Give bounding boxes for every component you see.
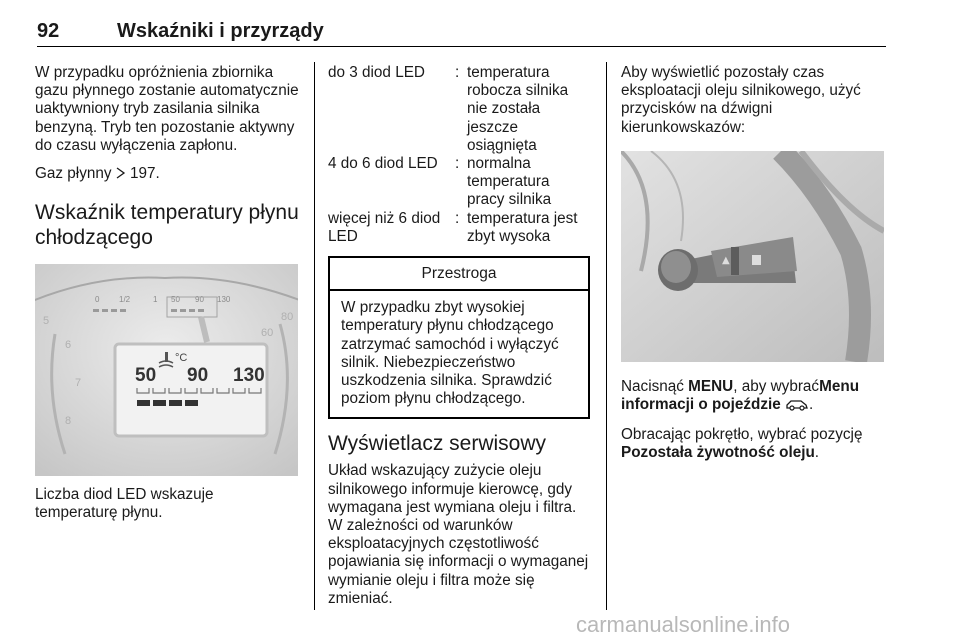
reference-text: Gaz płynny — [35, 165, 112, 183]
tick-label: 80 — [281, 311, 294, 324]
paragraph — [621, 426, 887, 462]
table-row — [328, 155, 590, 210]
text-run: Obracając pokrętło, wybrać pozycję — [621, 426, 863, 444]
led-count: 4 do 6 diod LED — [328, 155, 438, 173]
separator: : — [455, 155, 460, 173]
table-row — [328, 210, 590, 246]
caution-title: Przestroga — [330, 258, 588, 291]
reference-page: 197. — [130, 165, 160, 183]
text-run: . — [814, 444, 820, 462]
separator: : — [455, 64, 460, 81]
menu-button-label: MENU — [688, 377, 734, 395]
temp-label: 130 — [233, 365, 265, 387]
paragraph — [621, 378, 887, 416]
temp-scale-label: 50 — [171, 295, 180, 305]
figure-caption: Liczba diod LED wskazuje temperaturę płynu. — [35, 486, 214, 522]
column-1 — [35, 64, 300, 533]
menu-name: Menu informacji o pojeździe — [621, 377, 860, 414]
turn-signal-lever-illustration — [621, 151, 884, 362]
fuel-scale-label: 1 — [153, 295, 158, 305]
temp-scale-label: 130 — [217, 295, 231, 305]
chapter-title: Wskaźniki i przyrządy — [117, 20, 324, 42]
page-reference-icon — [116, 166, 126, 184]
page-number: 92 — [37, 20, 60, 42]
caution-box — [328, 256, 590, 419]
caution-text: W przypadku zbyt wysokiej temperatury płynu chłodzącego zatrzymać samochód i wyłączyć silnik. Niebezpieczeństwo uszkodzenia silnika. Sprawdzić poziom płynu chłodzącego. — [341, 299, 559, 408]
text-run: Nacisnąć — [621, 377, 689, 395]
text-run: , aby wybrać — [733, 377, 820, 395]
column-divider — [314, 62, 315, 610]
led-meaning: normalna temperatura pracy silnika — [467, 155, 552, 209]
section-heading: Wskaźnik temperatury płynu chłodzącego — [35, 201, 299, 250]
button-symbol: ▲ — [722, 254, 730, 266]
tick-label: 7 — [75, 377, 82, 390]
led-count: do 3 diod LED — [328, 64, 425, 81]
text-run: . — [809, 396, 814, 414]
column-divider — [606, 62, 607, 610]
paragraph: Układ wskazujący zużycie oleju silnikowego informuje kierowcę, gdy wymagana jest wymiana oleju i filtra. W zależności od warunków eksploatacyjnych częstotliwość pojawiania się informacji o wymaganej wymianie oleju i filtra może się zmieniać. — [328, 462, 589, 607]
column-2 — [328, 64, 590, 618]
separator: : — [455, 209, 460, 227]
page-header — [37, 12, 886, 42]
table-row — [328, 64, 590, 155]
unit-label: °C — [175, 352, 188, 365]
column-3 — [621, 64, 887, 473]
tick-label: 6 — [65, 339, 72, 352]
fuel-scale-label: 1/2 — [119, 295, 131, 305]
led-meaning: temperatura robocza silnika nie została jeszcze osiągnięta — [467, 64, 569, 154]
tick-label: 8 — [65, 415, 72, 428]
reference-paragraph — [35, 165, 300, 184]
temp-label: 50 — [135, 365, 157, 387]
fuel-scale-label: 0 — [95, 295, 100, 305]
tick-label: 5 — [43, 315, 50, 328]
tick-label: 60 — [261, 327, 274, 340]
section-heading: Wyświetlacz serwisowy — [328, 432, 547, 456]
vehicle-icon — [785, 398, 809, 416]
paragraph: W przypadku opróżnienia zbiornika gazu płynnego zostanie automatycznie uaktywniony tryb zasilania silnika benzyną. Tryb ten pozostanie aktywny do czasu wyłączenia zapłonu. — [35, 64, 299, 154]
paragraph: Aby wyświetlić pozostały czas eksploatacji oleju silnikowego, użyć przycisków na dźwigni kierunkowskazów: — [621, 64, 861, 136]
temp-label: 90 — [187, 365, 209, 387]
led-count: więcej niż 6 diod LED — [328, 209, 441, 245]
menu-item-name: Pozostała żywotność oleju — [621, 444, 815, 462]
header-rule — [37, 46, 886, 47]
led-meaning: temperatura jest zbyt wysoka — [467, 209, 578, 245]
coolant-gauge-illustration — [35, 264, 298, 476]
watermark: carmanualsonline.info — [576, 612, 791, 637]
led-table — [328, 64, 590, 246]
temp-scale-label: 90 — [195, 295, 204, 305]
